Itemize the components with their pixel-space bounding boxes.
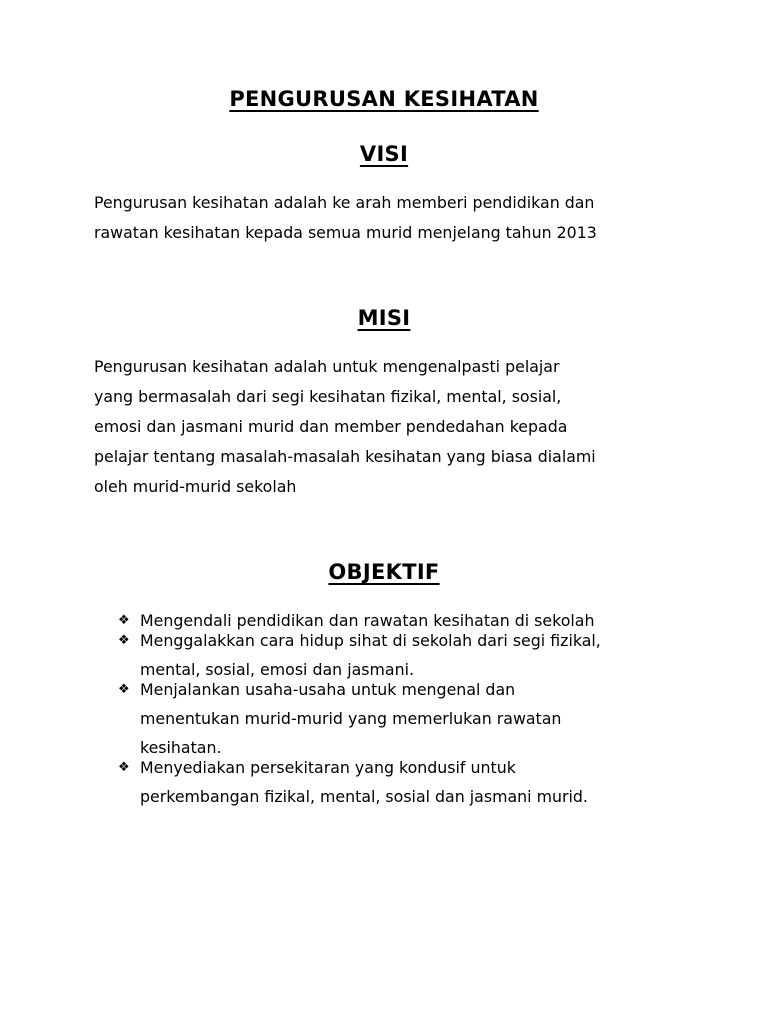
objektif-line: Mengendali pendidikan dan rawatan kesihatan di sekolah — [140, 611, 595, 630]
diamond-bullet-icon: ❖ — [118, 633, 130, 648]
list-item — [118, 675, 698, 762]
objektif-line: Menjalankan usaha-usaha untuk mengenal dan — [140, 680, 516, 699]
misi-paragraph — [94, 352, 694, 502]
misi-line: yang bermasalah dari segi kesihatan fizikal, mental, sosial, — [94, 387, 562, 406]
visi-heading: VISI — [359, 142, 409, 166]
misi-line: Pengurusan kesihatan adalah untuk mengenalpasti pelajar — [94, 357, 560, 376]
list-item — [118, 753, 698, 811]
visi-line: Pengurusan kesihatan adalah ke arah memberi pendidikan dan — [94, 193, 595, 212]
objektif-line: perkembangan fizikal, mental, sosial dan jasmani murid. — [140, 787, 588, 806]
objektif-line: kesihatan. — [140, 738, 222, 757]
objektif-line: Menggalakkan cara hidup sihat di sekolah dari segi fizikal, — [140, 631, 601, 650]
objektif-item-text — [140, 753, 698, 811]
diamond-bullet-icon: ❖ — [118, 760, 130, 775]
diamond-bullet-icon: ❖ — [118, 682, 130, 697]
objektif-heading: OBJEKTIF — [328, 560, 440, 584]
objektif-list — [118, 606, 698, 806]
visi-paragraph — [94, 188, 694, 248]
misi-line: oleh murid-murid sekolah — [94, 477, 297, 496]
document-title: PENGURUSAN KESIHATAN — [229, 87, 539, 111]
misi-line: emosi dan jasmani murid dan member pendedahan kepada — [94, 417, 568, 436]
objektif-line: Menyediakan persekitaran yang kondusif untuk — [140, 758, 516, 777]
misi-line: pelajar tentang masalah-masalah kesihatan yang biasa dialami — [94, 447, 596, 466]
diamond-bullet-icon: ❖ — [118, 613, 130, 628]
visi-line: rawatan kesihatan kepada semua murid menjelang tahun 2013 — [94, 223, 597, 242]
objektif-item-text — [140, 675, 698, 762]
objektif-line: menentukan murid-murid yang memerlukan rawatan — [140, 709, 562, 728]
misi-heading: MISI — [357, 306, 411, 330]
objektif-line: mental, sosial, emosi dan jasmani. — [140, 660, 414, 679]
